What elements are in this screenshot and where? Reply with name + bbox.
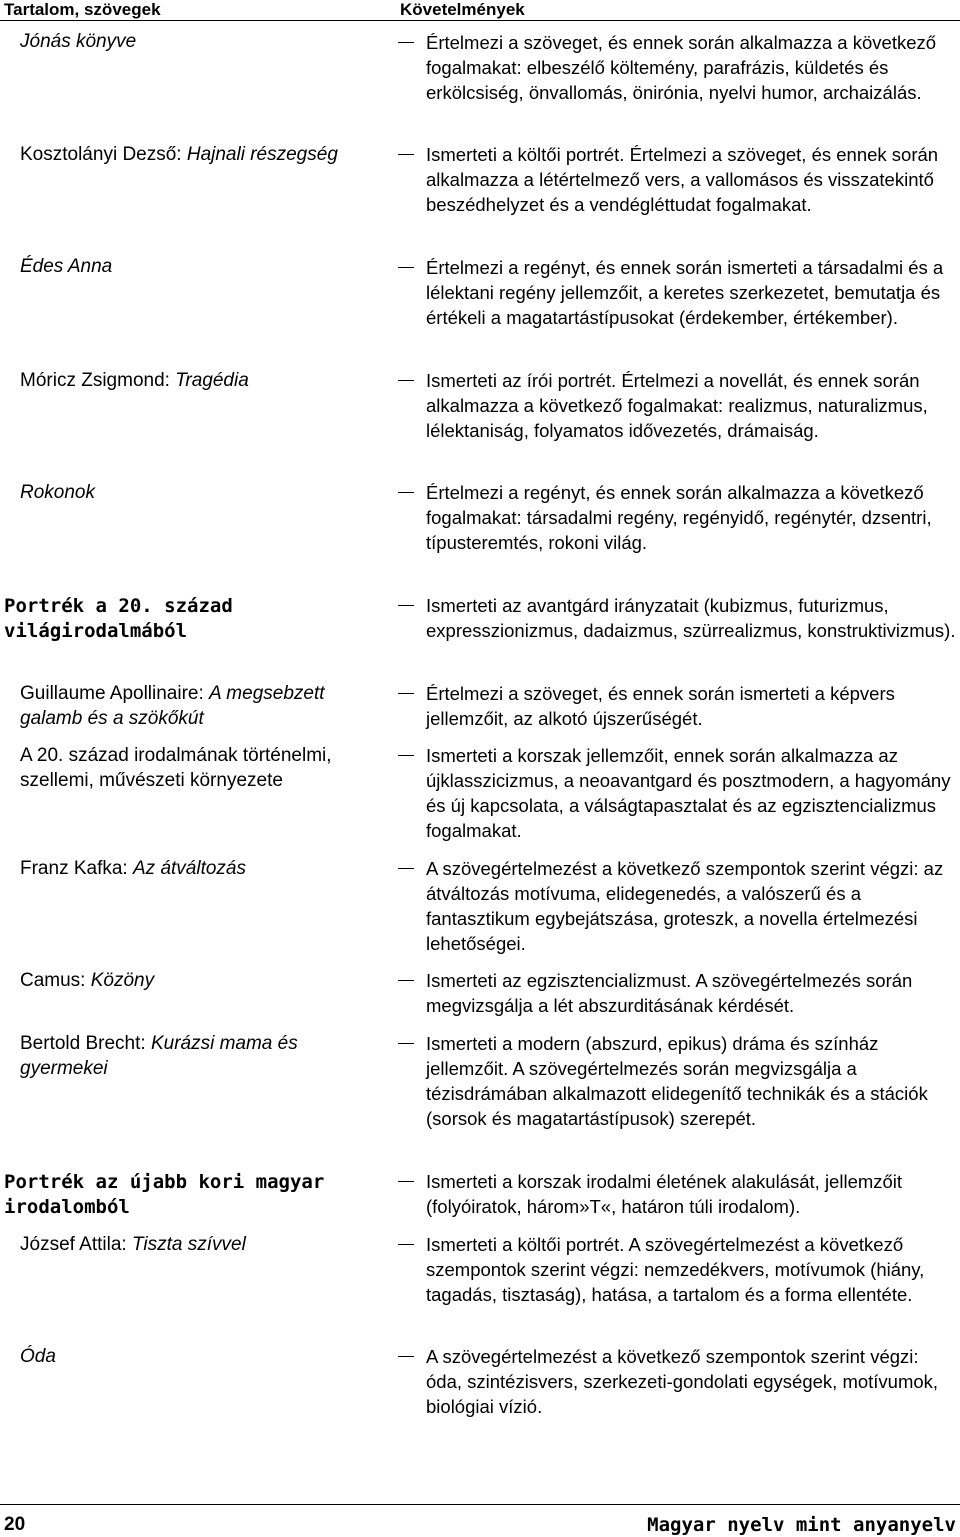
requirement-item: Ismerteti a korszak irodalmi életének alakulását, jellemzőit (folyóiratok, három»T«, határon túli irodalom). — [398, 1169, 958, 1219]
content-item: Camus: Közöny — [20, 970, 155, 991]
dash-bullet — [398, 42, 414, 43]
requirement-item: Ismerteti a modern (abszurd, epikus) dráma és színház jellemzőit. A szövegértelmezés során megvizsgálja a tézisdrámában alkalmazott elidegenítő technikák és a stációk (sorsok és magatartástípusok) szerepét. — [398, 1031, 958, 1131]
dash-bullet — [398, 380, 414, 381]
content-item: Móricz Zsigmond: Tragédia — [20, 370, 249, 391]
content-item: A 20. század irodalmának történelmi, szellemi, művészeti környezete — [20, 745, 332, 791]
dash-bullet — [398, 1181, 414, 1182]
content-item: Kosztolányi Dezső: Hajnali részegség — [20, 144, 338, 165]
content-item: Franz Kafka: Az átváltozás — [20, 858, 246, 879]
content-item: Jónás könyve — [20, 31, 137, 52]
dash-bullet — [398, 693, 414, 694]
dash-bullet — [398, 267, 414, 268]
requirement-item: Ismerteti az egzisztencializmust. A szövegértelmezés során megvizsgálja a lét abszurditásának kérdését. — [398, 968, 958, 1018]
section-heading: Portrék a 20. század világirodalmából — [4, 595, 233, 642]
footer-title: Magyar nyelv mint anyanyelv — [647, 1514, 956, 1536]
section-heading: Portrék az újabb kori magyar irodalomból — [4, 1171, 325, 1218]
column-header-content: Tartalom, szövegek — [4, 0, 161, 19]
footer-divider — [0, 1504, 960, 1505]
content-item: József Attila: Tiszta szívvel — [20, 1234, 246, 1255]
content-item: Guillaume Apollinaire: A megsebzett galamb és a szökőkút — [20, 683, 325, 729]
requirement-item: Ismerteti az írói portrét. Értelmezi a novellát, és ennek során alkalmazza a következő fogalmakat: realizmus, naturalizmus, lélektaniság, folyamatos idővezetés, drámaiság. — [398, 368, 958, 443]
content-item: Rokonok — [20, 482, 95, 503]
page-number: 20 — [4, 1514, 26, 1535]
requirement-item: Értelmezi a regényt, és ennek során ismerteti a társadalmi és a lélektani regény jellemzőit, a keretes szerkezetet, bemutatja és értékeli a magatartástípusokat (érdekember, értékember). — [398, 255, 958, 330]
dash-bullet — [398, 1356, 414, 1357]
dash-bullet — [398, 1043, 414, 1044]
requirement-item: A szövegértelmezést a következő szempontok szerint végzi: óda, szintézisvers, szerkezeti-gondolati egységek, motívumok, biológiai vízió. — [398, 1344, 958, 1419]
requirement-item: Ismerteti az avantgárd irányzatait (kubizmus, futurizmus, expresszionizmus, dadaizmus, szürrealizmus, konstruktivizmus). — [398, 593, 958, 643]
dash-bullet — [398, 605, 414, 606]
requirement-item: Értelmezi a szöveget, és ennek során alkalmazza a következő fogalmakat: elbeszélő költemény, parafrázis, küldetés és erkölcsiség, önvallomás, önirónia, nyelvi humor, archaizálás. — [398, 30, 958, 105]
requirement-item: Értelmezi a szöveget, és ennek során ismerteti a képvers jellemzőit, az alkotó újszerűségét. — [398, 681, 958, 731]
dash-bullet — [398, 154, 414, 155]
content-item: Bertold Brecht: Kurázsi mama és gyermekei — [20, 1033, 298, 1079]
content-item: Óda — [20, 1346, 56, 1367]
dash-bullet — [398, 755, 414, 756]
requirement-item: Értelmezi a regényt, és ennek során alkalmazza a következő fogalmakat: társadalmi regény, regényidő, regénytér, dzsentri, típusteremtés, rokoni világ. — [398, 480, 958, 555]
column-header-requirements: Követelmények — [400, 0, 525, 19]
content-item: Édes Anna — [20, 256, 113, 277]
dash-bullet — [398, 492, 414, 493]
requirement-item: A szövegértelmezést a következő szempontok szerint végzi: az átváltozás motívuma, elidegenedés, a valószerű és a fantasztikum egybejátszása, groteszk, a novella értelmezési lehetőségei. — [398, 856, 958, 956]
dash-bullet — [398, 868, 414, 869]
dash-bullet — [398, 980, 414, 981]
header-divider — [0, 20, 960, 21]
requirement-item: Ismerteti a korszak jellemzőit, ennek során alkalmazza az újklasszicizmus, a neoavantgard és posztmodern, a hagyomány és új kapcsolata, a válságtapasztalat és az egzisztencializmus fogalmakat. — [398, 743, 958, 843]
dash-bullet — [398, 1244, 414, 1245]
requirement-item: Ismerteti a költői portrét. A szövegértelmezést a következő szempontok szerint végzi: nemzedékvers, motívumok (hiány, tagadás, tisztaság), hatása, a tartalom és a forma ellentéte. — [398, 1232, 958, 1307]
requirement-item: Ismerteti a költői portrét. Értelmezi a szöveget, és ennek során alkalmazza a létértelmező vers, a vallomásos és visszatekintő beszédhelyzet és a vendégléttudat fogalmakat. — [398, 142, 958, 217]
